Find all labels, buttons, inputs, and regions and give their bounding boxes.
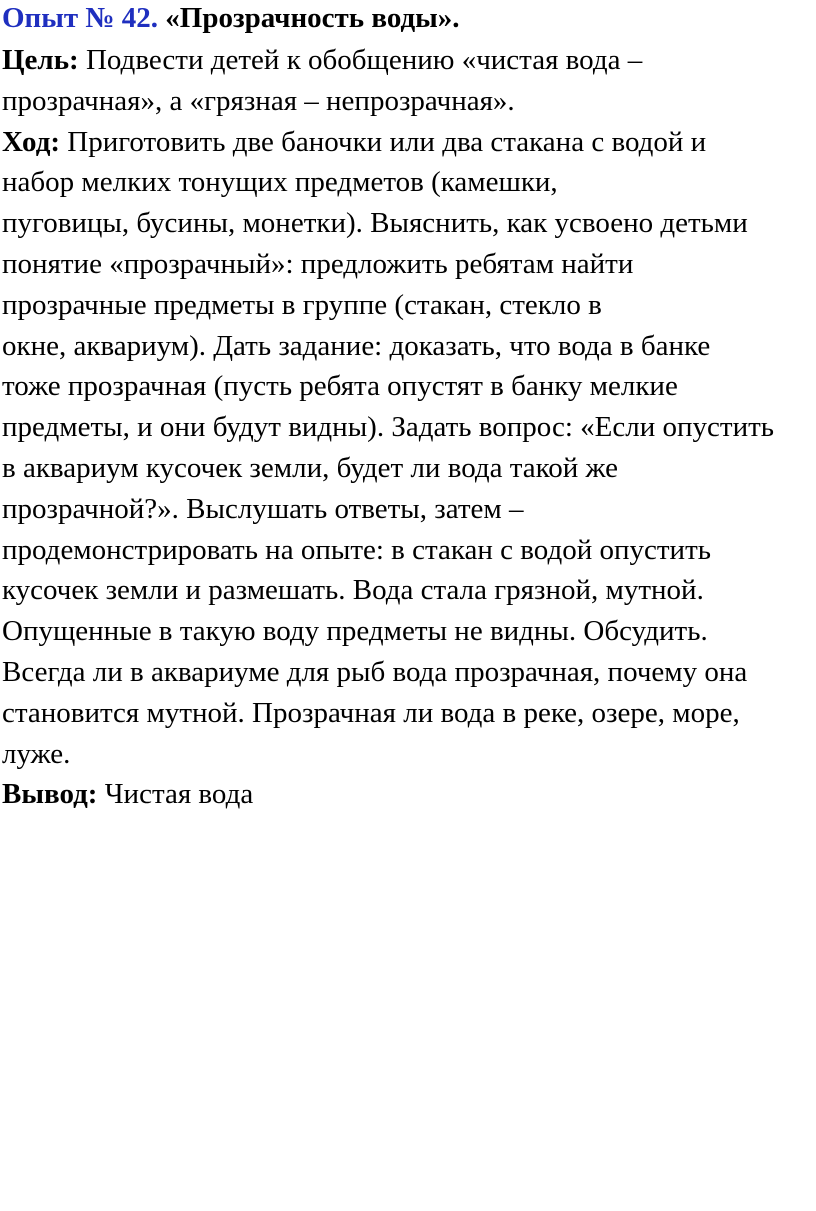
conclusion-paragraph [2, 774, 816, 815]
procedure-line: в аквариум кусочек земли, будет ли вода такой же [2, 451, 619, 484]
conclusion-line [2, 774, 816, 815]
procedure-line: тоже прозрачная (пусть ребята опустят в банку мелкие [2, 370, 678, 403]
procedure-line: Опущенные в такую воду предметы не видны. Обсудить. [2, 615, 708, 648]
procedure-line: прозрачной?». Выслушать ответы, затем – [2, 492, 524, 525]
experiment-heading [2, 0, 460, 38]
procedure-line: луже. [2, 737, 71, 770]
procedure-line: понятие «прозрачный»: предложить ребятам найти [2, 247, 634, 280]
goal-line [2, 40, 816, 81]
goal-line: прозрачная», а «грязная – непрозрачная». [2, 84, 515, 117]
procedure-label: Ход: [2, 125, 61, 158]
procedure-paragraph [2, 122, 816, 775]
procedure-line: продемонстрировать на опыте: в стакан с водой опустить [2, 533, 711, 566]
experiment-number: Опыт № 42. [2, 2, 159, 34]
procedure-line [2, 122, 816, 163]
goal-label: Цель: [2, 44, 79, 76]
goal-paragraph [2, 40, 816, 122]
procedure-line: предметы, и они будут видны). Задать вопрос: «Если опустить [2, 411, 774, 444]
procedure-line: окне, аквариум). Дать задание: доказать, что вода в банке [2, 329, 711, 362]
goal-text: Подвести детей к обобщению «чистая вода – [78, 44, 643, 76]
document-body [2, 40, 816, 815]
procedure-line: прозрачные предметы в группе (стакан, стекло в [2, 288, 602, 321]
procedure-text: Приготовить две баночки или два стакана с водой и [60, 125, 707, 158]
procedure-line: набор мелких тонущих предметов (камешки, [2, 166, 558, 199]
procedure-line: становится мутной. Прозрачная ли вода в реке, озере, море, [2, 696, 740, 729]
procedure-line: Всегда ли в аквариуме для рыб вода прозрачная, почему она [2, 655, 748, 688]
conclusion-label: Вывод: [2, 778, 98, 811]
procedure-line: кусочек земли и размешать. Вода стала грязной, мутной. [2, 574, 704, 607]
conclusion-text: Чистая вода [97, 778, 254, 811]
experiment-title: «Прозрачность воды». [165, 2, 460, 34]
procedure-line: пуговицы, бусины, монетки). Выяснить, как усвоено детьми [2, 207, 748, 240]
